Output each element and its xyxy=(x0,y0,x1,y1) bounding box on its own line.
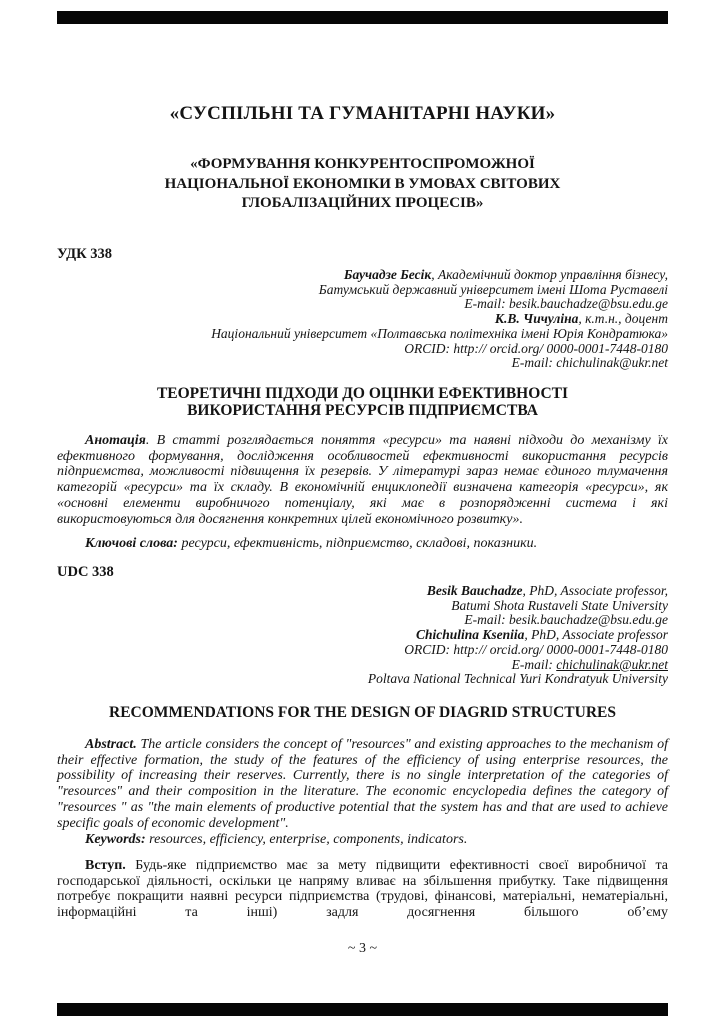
text-run: Анотація xyxy=(85,433,146,448)
text-run: Abstract. xyxy=(85,737,137,752)
text-run: resources, efficiency, enterprise, components, indicators. xyxy=(145,832,468,847)
top-rule xyxy=(57,11,668,24)
text-run: The article considers the concept of "resources" and existing approaches to the mechanism of their effective formation, the study of the features of the efficiency of using enterprise resources, the possibility of increasing their reserves. Currently, there is no single interpretation of the categories of "resources" and their composition in the literature. The economic encyclopedia defines the category of "resources " as "the main elements of productive potential that the system has and that are used to achieve specific goals of economic development". xyxy=(57,737,668,831)
text-run: Батумський державний університет імені Шота Руставелі xyxy=(318,281,668,297)
text-run: Ключові слова: xyxy=(85,536,178,551)
text-run: E-mail: chichulinak@ukr.net xyxy=(511,355,668,371)
article-title-ua-line: ТЕОРЕТИЧНІ ПІДХОДИ ДО ОЦІНКИ ЕФЕКТИВНОСТІ xyxy=(156,385,569,402)
author-line xyxy=(57,268,668,283)
text-run: Будь-яке підприємство має за мету підвищити ефективності своєї виробничої та господарської діяльності, оскільки це напряму вливає на збільшення прибутку. Таке підвищення потребує покращити наявні ресурси підприємства (трудові, фінансові, матеріальні, нематеріальні, інформаційні та інші) задля досягнення більшого об’єму xyxy=(57,858,668,921)
article-title-en: RECOMMENDATIONS FOR THE DESIGN OF DIAGRID STRUCTURES xyxy=(109,704,616,721)
keywords-ua xyxy=(57,536,668,552)
author-line xyxy=(57,613,668,628)
author-line xyxy=(57,628,668,643)
email-link[interactable]: chichulinak@ukr.net xyxy=(556,656,668,672)
page-number: ~ 3 ~ xyxy=(347,941,378,956)
text-run: ORCID: http:// orcid.org/ 0000-0001-7448-0180 xyxy=(404,641,668,657)
text-run: Besik Bauchadze xyxy=(426,583,523,598)
text-run: Keywords: xyxy=(85,832,146,847)
article-title-ua-line: ВИКОРИСТАННЯ РЕСУРСІВ ПІДПРИЄМСТВА xyxy=(187,402,538,419)
conference-title-line: «ФОРМУВАННЯ КОНКУРЕНТОСПРОМОЖНОЇ xyxy=(190,156,535,172)
text-run: ресурси, ефективність, підприємство, складові, показники. xyxy=(177,536,538,551)
text-run: , PhD, Associate professor xyxy=(524,627,668,643)
intro-paragraph xyxy=(57,858,668,921)
text-run: E-mail: besik.bauchadze@bsu.edu.ge xyxy=(464,296,668,312)
text-run: , PhD, Associate professor, xyxy=(522,583,668,598)
keywords-en xyxy=(57,832,668,848)
text-run: Національний університет «Полтавська політехніка імені Юрія Кондратюка» xyxy=(211,325,668,341)
article-title-ua xyxy=(57,385,668,419)
bottom-rule xyxy=(57,1003,668,1016)
author-line xyxy=(57,658,668,673)
text-run: Poltava National Technical Yuri Kondratyuk University xyxy=(367,671,668,687)
text-run: , Академічний доктор управління бізнесу, xyxy=(431,267,668,282)
abstract-en xyxy=(57,737,668,831)
text-run: ORCID: http:// orcid.org/ 0000-0001-7448-0180 xyxy=(404,340,668,356)
author-line xyxy=(57,312,668,327)
text-run: К.В. Чичуліна xyxy=(494,311,579,327)
author-line xyxy=(57,356,668,371)
udc-label: UDC 338 xyxy=(57,564,114,580)
journal-title: «СУСПІЛЬНІ ТА ГУМАНІТАРНІ НАУКИ» xyxy=(169,103,556,124)
authors-block-ua xyxy=(57,268,668,371)
conference-title-line: ГЛОБАЛІЗАЦІЙНИХ ПРОЦЕСІВ» xyxy=(241,195,484,211)
author-line xyxy=(57,342,668,357)
text-run: Batumi Shota Rustaveli State University xyxy=(451,597,668,613)
text-run: Вступ. xyxy=(85,858,126,873)
author-line xyxy=(57,283,668,298)
abstract-ua xyxy=(57,433,668,527)
text-run: , к.т.н., доцент xyxy=(578,311,668,327)
text-run: E-mail: xyxy=(511,656,557,672)
text-run: . В статті розглядається поняття «ресурси» та наявні підходи до механізму їх ефективного формування, дослідження особливостей ефективності використання ресурсів підприємства, можливості підвищення їх резервів. У літературі зараз немає єдиного тлумачення категорій «ресурси» та їх складу. В економічній енциклопедії визначена категорія «ресурси», як «основні елементи виробничого потенціалу, які має в розпорядженні система і які використовуються для досягнення конкретних цілей економічного розвитку». xyxy=(57,433,668,527)
text-run: E-mail: besik.bauchadze@bsu.edu.ge xyxy=(464,612,668,628)
conference-title xyxy=(57,155,668,214)
author-line xyxy=(57,599,668,614)
author-line xyxy=(57,672,668,687)
conference-title-line: НАЦІОНАЛЬНОЇ ЕКОНОМІКИ В УМОВАХ СВІТОВИХ xyxy=(164,175,561,192)
author-line xyxy=(57,584,668,599)
author-line xyxy=(57,643,668,658)
author-line xyxy=(57,327,668,342)
authors-block-en xyxy=(57,584,668,687)
author-line xyxy=(57,297,668,312)
text-run: Баучадзе Бесік xyxy=(343,267,432,282)
text-run: Chichulina Kseniia xyxy=(415,627,525,643)
udk-label: УДК 338 xyxy=(57,246,113,262)
